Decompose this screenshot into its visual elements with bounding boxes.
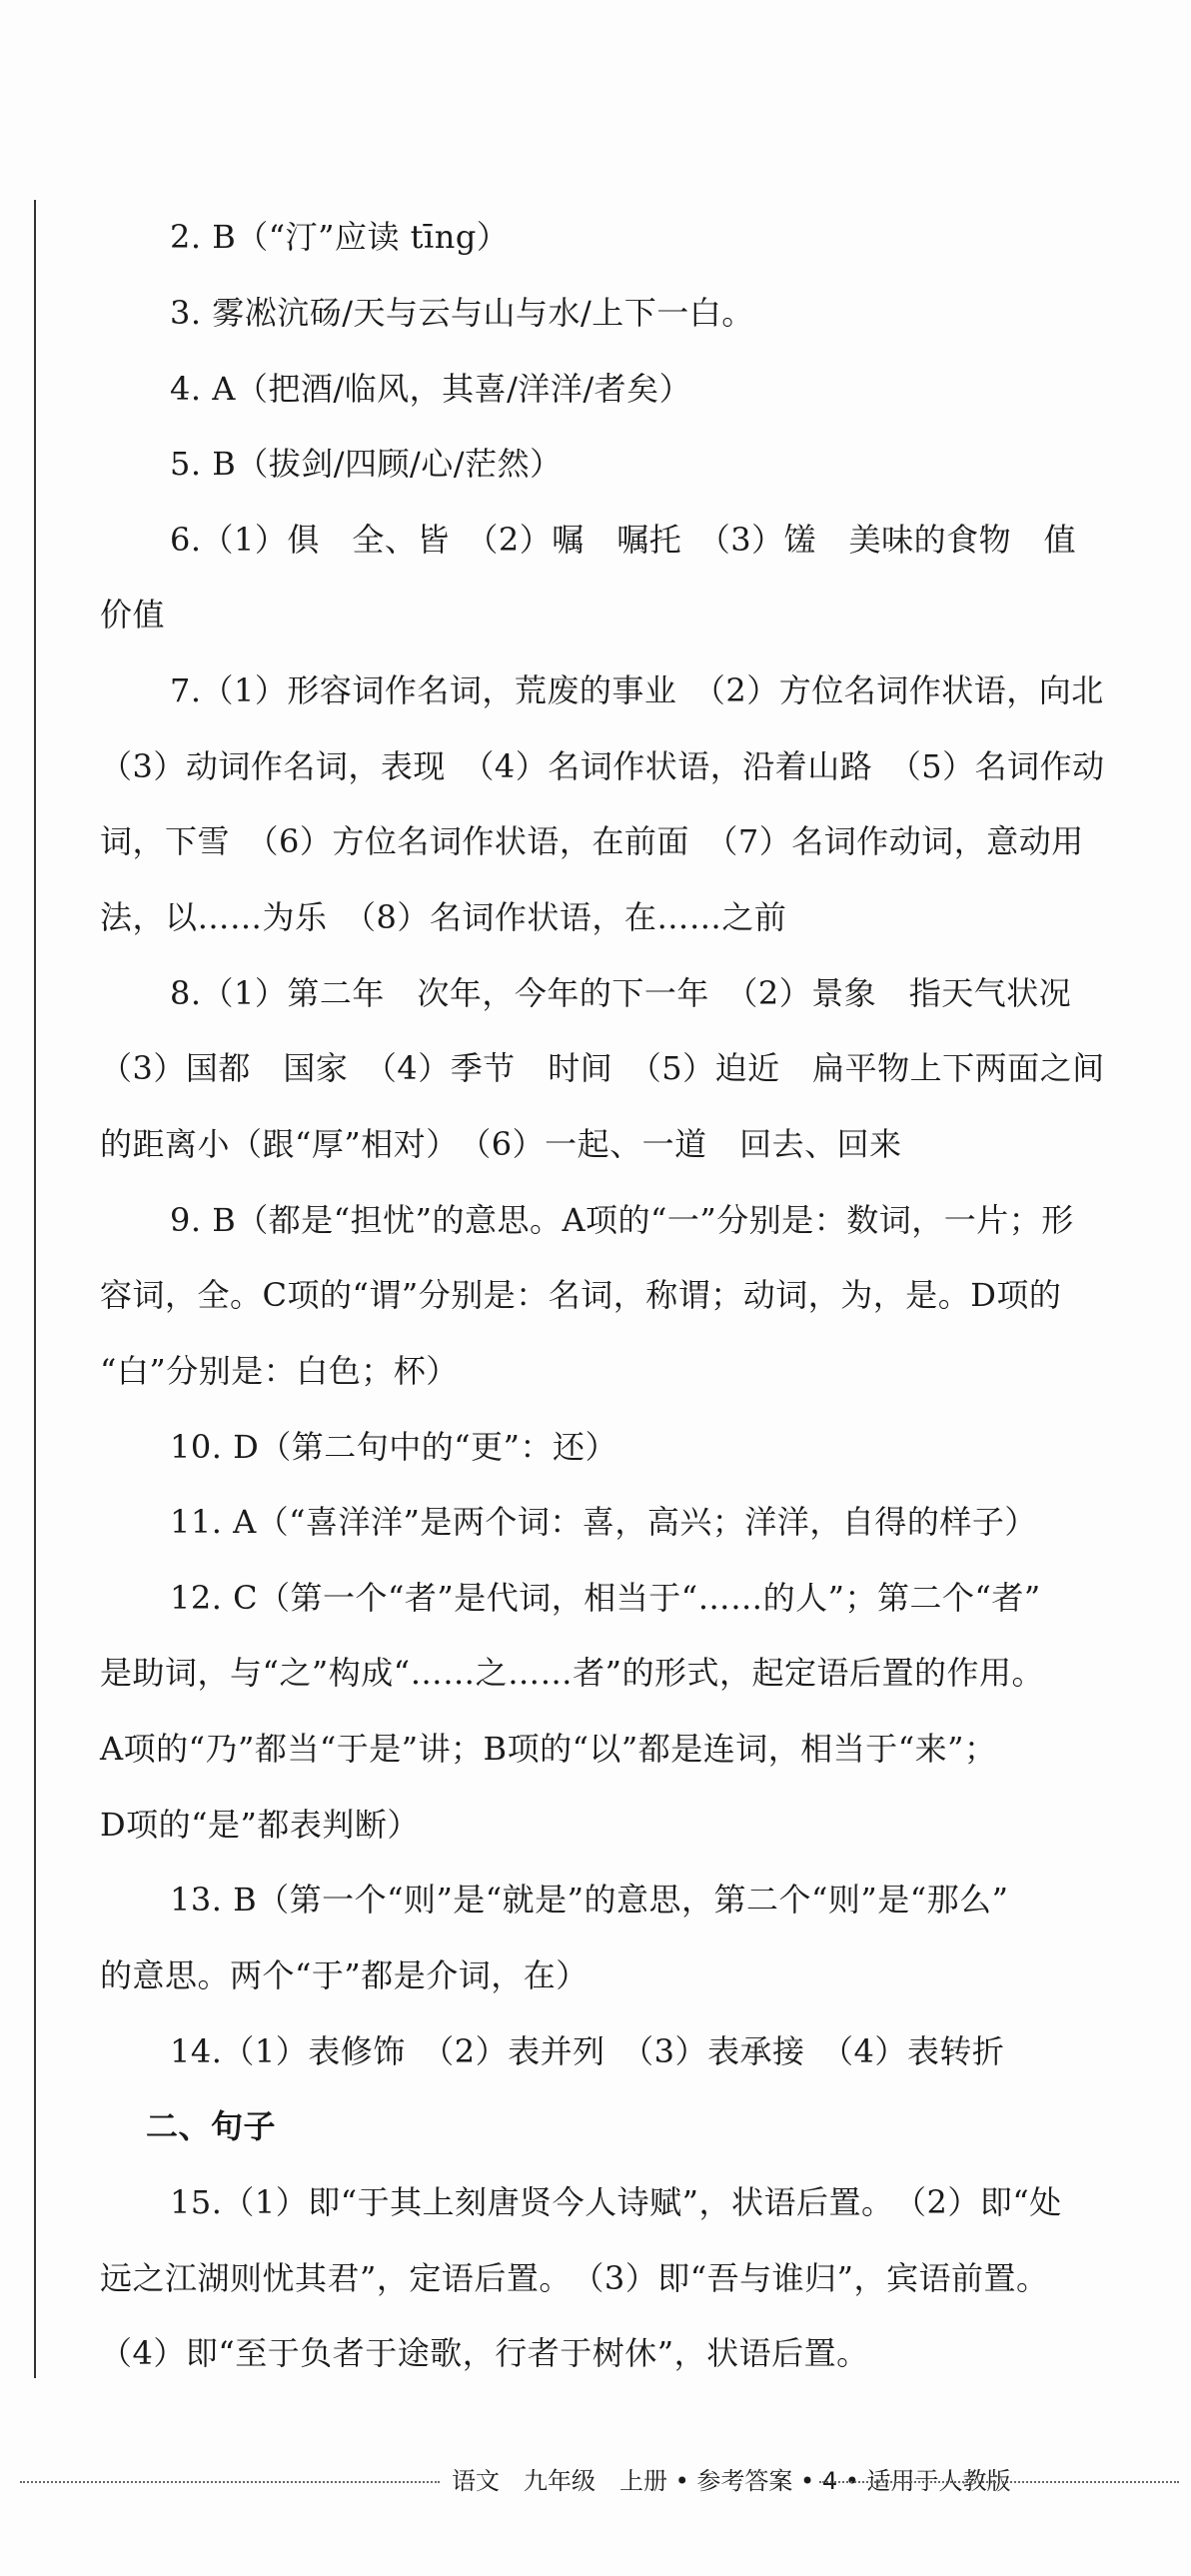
answer-7-line-2: （3）动词作名词，表现 （4）名词作状语，沿着山路 （5）名词作动: [100, 747, 1105, 785]
answer-9-line-1: 9. B（都是“担忧”的意思。A项的“一”分别是：数词，一片；形: [170, 1201, 1074, 1239]
answer-15-line-3: （4）即“至于负者于途歌，行者于树休”，状语后置。: [100, 2334, 869, 2372]
answer-7-line-1: 7.（1）形容词作名词，荒废的事业 （2）方位名词作状语，向北: [170, 671, 1104, 709]
answer-12-line-4: D项的“是”都表判断）: [100, 1806, 420, 1844]
answer-8-line-1: 8.（1）第二年 次年，今年的下一年 （2）景象 指天气状况: [170, 974, 1072, 1012]
left-margin-rule: [34, 200, 36, 2378]
answer-2: 2. B（“汀”应读 tīng）: [170, 218, 510, 256]
answer-4: 4. A（把酒/临风，其喜/洋洋/者矣）: [170, 370, 692, 408]
footer-dotted-rule-left: [20, 2481, 440, 2483]
answer-8-line-2: （3）国都 国家 （4）季节 时间 （5）迫近 扁平物上下两面之间: [100, 1049, 1105, 1087]
answer-3: 3. 雾凇沆砀/天与云与山与水/上下一白。: [170, 294, 754, 332]
answer-15-line-1: 15.（1）即“于其上刻唐贤今人诗赋”，状语后置。 （2）即“处: [170, 2183, 1062, 2221]
answer-13-line-2: 的意思。两个“于”都是介词，在）: [100, 1956, 589, 1994]
answer-15-line-2: 远之江湖则忧其君”，定语后置。 （3）即“吾与谁归”，宾语前置。: [100, 2259, 1049, 2297]
answer-6-line-1: 6.（1）俱 全、皆 （2）嘱 嘱托 （3）馐 美味的食物 值: [170, 521, 1077, 559]
answer-14: 14.（1）表修饰 （2）表并列 （3）表承接 （4）表转折: [170, 2032, 1005, 2070]
answer-12-line-1: 12. C（第一个“者”是代词，相当于“……的人”；第二个“者”: [170, 1579, 1041, 1617]
section-heading-sentences: 二、句子: [146, 2107, 277, 2145]
footer-text: 语文 九年级 上册 • 参考答案 • 4 • 适用于人教版: [452, 2467, 1011, 2495]
answer-12-line-2: 是助词，与“之”构成“……之……者”的形式，起定语后置的作用。: [100, 1654, 1044, 1692]
answer-9-line-3: “白”分别是：白色；杯）: [100, 1352, 459, 1390]
answer-12-line-3: A项的“乃”都当“于是”讲；B项的“以”都是连词，相当于“来”；: [100, 1730, 997, 1768]
answer-7-line-4: 法，以……为乐 （8）名词作状语，在……之前: [100, 898, 787, 936]
answer-10: 10. D（第二句中的“更”：还）: [170, 1428, 617, 1466]
answer-11: 11. A（“喜洋洋”是两个词：喜，高兴；洋洋，自得的样子）: [170, 1503, 1037, 1541]
answer-list: [100, 215, 1174, 2375]
page-footer: [20, 2463, 1179, 2503]
answer-8-line-3: 的距离小（跟“厚”相对） （6）一起、一道 回去、回来: [100, 1125, 902, 1163]
footer-dotted-rule-right: [819, 2481, 1179, 2483]
answer-5: 5. B（拔剑/四顾/心/茫然）: [170, 445, 563, 483]
answer-6-line-2: 价值: [100, 596, 166, 634]
answer-9-line-2: 容词，全。C项的“谓”分别是：名词，称谓；动词，为，是。D项的: [100, 1276, 1062, 1314]
answer-13-line-1: 13. B（第一个“则”是“就是”的意思，第二个“则”是“那么”: [170, 1881, 1009, 1919]
answer-7-line-3: 词，下雪 （6）方位名词作状语，在前面 （7）名词作动词，意动用: [100, 822, 1084, 860]
